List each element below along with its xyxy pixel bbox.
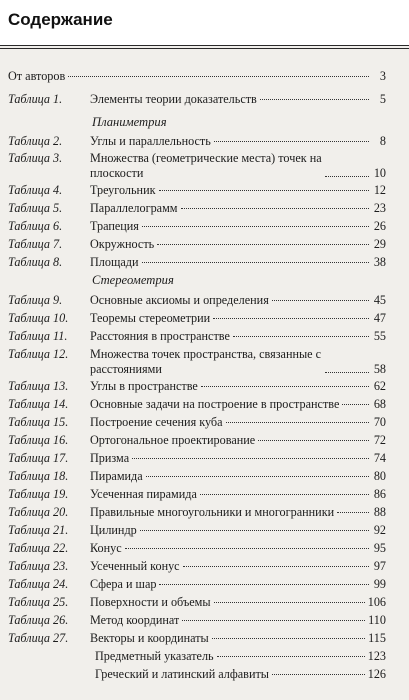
dot-leader [159,189,369,191]
page-number: 72 [373,433,386,447]
dot-leader [214,140,369,142]
dot-leader [125,547,369,549]
entry-title: Усеченная пирамида [90,487,197,501]
dot-leader [213,317,369,319]
page-number: 23 [373,201,386,215]
entry-title: Углы в пространстве [90,379,198,393]
entry-label: Таблица 25. [8,595,69,609]
entry-label: Таблица 24. [8,577,69,591]
dot-leader [132,457,369,459]
dot-leader [272,673,365,675]
entry-label: Таблица 15. [8,415,69,429]
dot-leader [201,385,369,387]
entry-title: Призма [90,451,130,465]
entry-title: Конус [90,541,122,555]
entry-title: Расстояния в пространстве [90,329,230,343]
entry-label: Таблица 3. [8,151,63,165]
page-number: 12 [373,183,386,197]
entry-label: Таблица 8. [8,255,63,269]
entry-title: Ортогональное проектирование [90,433,256,447]
toc-entry[interactable] [8,237,386,252]
entry-label: Таблица 4. [8,183,63,197]
entry-title: Трапеция [90,219,139,233]
dot-leader [226,421,369,423]
entry-title: Векторы и координаты [90,631,209,645]
page-number: 95 [373,541,386,555]
dot-leader [214,601,365,603]
entry-title: Основные аксиомы и определения [90,293,269,307]
entry-label: От авторов [8,69,66,83]
entry-title: Множества точек пространства, связанные с расстояниями [90,347,322,376]
entry-label: Таблица 7. [8,237,63,251]
page-number: 126 [367,667,386,681]
toc-entry[interactable] [8,451,386,466]
section-heading-planimetry: Планиметрия [92,115,167,129]
dot-leader [337,511,369,513]
toc-entry[interactable] [8,201,386,216]
dot-leader [181,207,370,209]
entry-title: Построение сечения куба [90,415,223,429]
entry-label: Таблица 10. [8,311,69,325]
entry-label: Таблица 13. [8,379,69,393]
entry-title: Цилиндр [90,523,137,537]
toc-entry[interactable] [8,151,386,181]
entry-title: Предметный указатель [95,649,214,663]
entry-title: Пирамида [90,469,143,483]
toc-entry[interactable] [8,613,386,628]
toc-entry[interactable] [8,255,386,270]
entry-label: Таблица 20. [8,505,69,519]
dot-leader [233,335,369,337]
toc-entry[interactable] [8,397,386,412]
entry-title: Греческий и латинский алфавиты [95,667,269,681]
page-number: 55 [373,329,386,343]
entry-title: Элементы теории доказательств [90,92,257,106]
toc-entry[interactable] [8,559,386,574]
dot-leader [260,98,369,100]
entry-title: Треугольник [90,183,156,197]
section-heading-stereometry: Стереометрия [92,273,174,287]
page-number: 88 [373,505,386,519]
entry-title: Параллелограмм [90,201,178,215]
page-number: 97 [373,559,386,573]
entry-label: Таблица 19. [8,487,69,501]
entry-label: Таблица 17. [8,451,69,465]
page-number: 70 [373,415,386,429]
toc-entry[interactable] [8,505,386,520]
page-number: 123 [367,649,386,663]
page-number: 58 [373,362,386,376]
dot-leader [157,243,369,245]
toc-entry[interactable] [8,577,386,592]
entry-title: Окружность [90,237,155,251]
page-number: 62 [373,379,386,393]
page-number: 68 [373,397,386,411]
page-number: 10 [373,166,386,180]
dot-leader [159,583,369,585]
entry-label: Таблица 27. [8,631,69,645]
dot-leader [325,371,369,373]
entry-label: Таблица 22. [8,541,69,555]
toc-entry[interactable] [8,379,386,394]
dot-leader [342,403,369,405]
page-number: 38 [373,255,386,269]
page-number: 8 [379,134,386,148]
dot-leader [258,439,369,441]
entry-title: Площади [90,255,139,269]
entry-label: Таблица 26. [8,613,69,627]
dot-leader [272,299,369,301]
entry-title: Поверхности и объемы [90,595,211,609]
toc-entry[interactable] [8,631,386,646]
toc-entry[interactable] [8,311,386,326]
toc-entry[interactable] [8,487,386,502]
toc-entry[interactable] [8,541,386,556]
entry-label: Таблица 1. [8,92,63,106]
page-number: 26 [373,219,386,233]
dot-leader [140,529,369,531]
page-number: 99 [373,577,386,591]
entry-label: Таблица 16. [8,433,69,447]
dot-leader [68,75,369,77]
toc-entry[interactable] [8,667,386,682]
page-number: 5 [379,92,386,106]
toc-entry[interactable] [8,433,386,448]
page-number: 3 [379,69,386,83]
dot-leader [212,637,365,639]
entry-title: Теоремы стереометрии [90,311,211,325]
toc-entry[interactable] [8,293,386,308]
entry-title: Основные задачи на построение в пространстве [90,397,340,411]
entry-title: Углы и параллельность [90,134,211,148]
page-number: 86 [373,487,386,501]
page-number: 92 [373,523,386,537]
page-number: 45 [373,293,386,307]
toc-entry[interactable] [8,329,386,344]
toc-entry[interactable] [8,219,386,234]
dot-leader [200,493,369,495]
entry-label: Таблица 9. [8,293,63,307]
page-number: 47 [373,311,386,325]
toc-entry[interactable] [8,347,386,377]
entry-label: Таблица 5. [8,201,63,215]
page-number: 29 [373,237,386,251]
toc-entry[interactable] [8,183,386,198]
entry-label: Таблица 21. [8,523,69,537]
page-number: 110 [368,613,386,627]
dot-leader [325,175,369,177]
page-number: 115 [368,631,386,645]
toc-entry[interactable] [8,415,386,430]
toc-entry[interactable] [8,134,386,149]
page-number: 80 [373,469,386,483]
entry-label: Таблица 12. [8,347,69,361]
entry-label: Таблица 18. [8,469,69,483]
dot-leader [217,655,365,657]
toc-entry[interactable] [8,469,386,484]
entry-label: Таблица 14. [8,397,69,411]
entry-label: Таблица 2. [8,134,63,148]
dot-leader [183,565,369,567]
entry-title: Сфера и шар [90,577,157,591]
toc-entry[interactable] [8,595,386,610]
toc-entry[interactable] [8,523,386,538]
entry-label: Таблица 23. [8,559,69,573]
entry-title: Метод координат [90,613,180,627]
entry-label: Таблица 11. [8,329,68,343]
entry-label: Таблица 6. [8,219,63,233]
page-number: 74 [373,451,386,465]
toc-entry[interactable] [8,649,386,664]
toc-entry[interactable] [8,69,386,84]
dot-leader [182,619,365,621]
entry-title: Усеченный конус [90,559,180,573]
entry-title: Множества (геометрические места) точек на плоскости [90,151,322,180]
dot-leader [142,225,369,227]
page-title: Содержание [8,10,113,29]
dot-leader [142,261,370,263]
dot-leader [146,475,369,477]
toc-entry[interactable] [8,92,386,107]
page-number: 106 [367,595,386,609]
entry-title: Правильные многоугольники и многогранники [90,505,335,519]
